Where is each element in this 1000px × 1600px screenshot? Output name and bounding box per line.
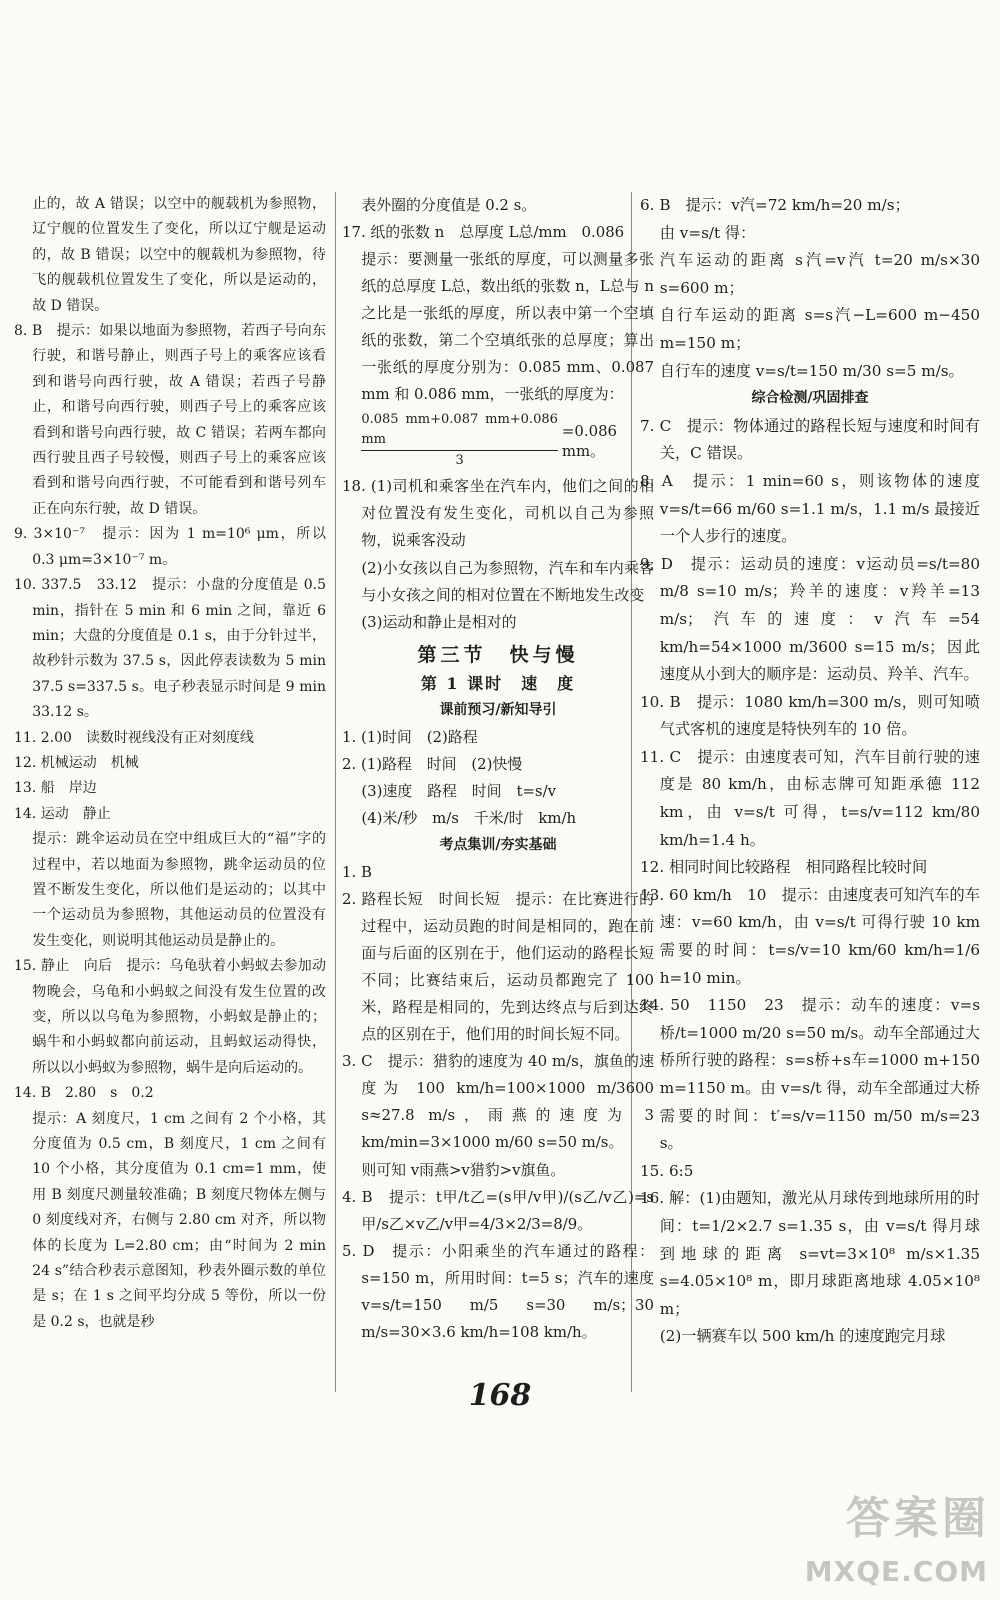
answer-14b: 14. B 2.80 s 0.2 bbox=[14, 1085, 154, 1102]
answer-11: 11. 2.00 读数时视线没有正对刻度线 bbox=[14, 729, 254, 746]
answer-9: 9. 3×10⁻⁷ 提示：因为 1 m=10⁶ μm，所以 0.3 μm=3×10⁻⁷ m。 bbox=[14, 526, 326, 568]
answer-17-fraction bbox=[342, 410, 654, 471]
watermark-text: 答案圈 bbox=[846, 1493, 990, 1544]
review-8: 8. A 提示：1 min=60 s，则该物体的速度 v=s/t=66 m/60 s=1.1 m/s，1.1 m/s 最接近一个人步行的速度。 bbox=[640, 471, 980, 546]
fraction-denominator: 3 bbox=[455, 453, 464, 469]
preview-2-3: (3)速度 路程 时间 t=s/v bbox=[361, 781, 556, 800]
page-number: 168 bbox=[468, 1378, 532, 1413]
answer-15: 15. 静止 向后 提示：乌龟驮着小蚂蚁去参加动物晚会，乌龟和小蚂蚁之间没有发生位置的改变，所以以乌龟为参照物，小蚂蚁是静止的；蜗牛和小蚂蚁都向前运动，且蚂蚁运动得快，所以以小蚂蚁为参照物，蜗牛是向后运动的。 bbox=[14, 958, 326, 1076]
basics-1: 1. B bbox=[342, 862, 372, 881]
answer-continuation: 止的，故 A 错误；以空中的舰载机为参照物，辽宁舰的位置发生了变化，所以辽宁舰是运动的，故 B 错误；以空中的舰载机为参照物，待飞的舰载机位置发生了变化，所以是运动的，故 D 错误。 bbox=[32, 196, 326, 314]
review-16-2: (2)一辆赛车以 500 km/h 的速度跑完月球 bbox=[659, 1327, 946, 1346]
answer-8: 8. B 提示：如果以地面为参照物，若西子号向东行驶，和谐号静止，则西子号上的乘客应该看到和谐号向西行驶，故 A 错误；若西子号静止，和谐号向西行驶，则西子号上的乘客应该看到和谐号向西行驶，故 C 错误；若两车都向西行驶且西子号较慢，则西子号上的乘客应该看到和谐号向西行驶，不可能看到和谐号列车正在向东行驶，故 D 错误。 bbox=[14, 323, 326, 517]
basics-3-compare: 则可知 v雨燕>v猎豹>v旗鱼。 bbox=[361, 1160, 566, 1179]
column-divider bbox=[335, 192, 336, 1392]
review-16: 16. 解：(1)由题知，激光从月球传到地球所用的时间：t=1/2×2.7 s=1.35 s，由 v=s/t 得月球到地球的距离 s=vt=3×10⁸ m/s×1.35 s=4.05×10⁸ m，即月球距离地球 4.05×10⁸ m； bbox=[640, 1189, 980, 1318]
basics-4: 4. B 提示：t甲/t乙=(s甲/v甲)/(s乙/v乙)=s甲/s乙×v乙/v甲=4/3×2/3=8/9。 bbox=[342, 1187, 654, 1233]
answer-6-b: 汽车运动的距离 s汽=v汽 t=20 m/s×30 s=600 m； bbox=[659, 251, 980, 297]
review-9: 9. D 提示：运动员的速度：v运动员=s/t=80 m/8 s=10 m/s；羚羊的速度：v羚羊=13 m/s；汽车的速度：v汽车=54 km/h=54×1000 m/3600 s=15 m/s；因此速度从小到大的顺序是：运动员、羚羊、汽车。 bbox=[640, 554, 980, 684]
preview-2: 2. (1)路程 时间 (2)快慢 bbox=[342, 754, 523, 773]
answer-column-1 bbox=[14, 192, 326, 1335]
answer-18-1: 18. (1)司机和乘客坐在汽车内，他们之间的相对位置没有发生变化，司机以自己为参照物，说乘客没动 bbox=[342, 477, 654, 550]
answer-18-2: (2)小女孩以自己为参照物，汽车和车内乘客与小女孩之间的相对位置在不断地发生改变 bbox=[361, 558, 654, 604]
answer-17-hint: 提示：要测量一张纸的厚度，可以测量多张纸的总厚度 L总，数出纸的张数 n，L总与 n 之比是一张纸的厚度，所以表中第一个空填纸的张数，第二个空填纸张的总厚度；算出一张纸的厚度分别为：0.085 mm、0.087 mm 和 0.086 mm，一张纸的厚度为： bbox=[361, 250, 654, 404]
section-title: 第三节 快与慢 bbox=[417, 643, 579, 666]
review-11: 11. C 提示：由速度表可知，汽车目前行驶的速度是 80 km/h，由标志牌可知距承德 112 km，由 v=s/t 可得，t=s/v=112 km/80 km/h=1.4 h。 bbox=[640, 747, 980, 849]
review-13: 13. 60 km/h 10 提示：由速度表可知汽车的车速：v=60 km/h，由 v=s/t 可得行驶 10 km 需要的时间：t=s/v=10 km/60 km/h=1/6 h=10 min。 bbox=[640, 885, 980, 987]
review-7: 7. C 提示：物体通过的路程长短与速度和时间有关，C 错误。 bbox=[640, 416, 980, 463]
preview-2-4: (4)米/秒 m/s 千米/时 km/h bbox=[361, 808, 577, 827]
subhead-review: 综合检测/巩固排查 bbox=[751, 390, 869, 407]
answer-17: 17. 纸的张数 n 总厚度 L总/mm 0.086 bbox=[342, 223, 625, 242]
basics-2: 2. 路程长短 时间长短 提示：在比赛进行的过程中，运动员跑的时间是相同的，跑在前面与后面的区别在于，他们运动的路程长短不同；比赛结束后，运动员都跑完了 100 米，路程是相同的，先到达终点与后到达终点的区别在于，他们用的时间长短不同。 bbox=[342, 890, 654, 1044]
answer-6-d: 自行车的速度 v=s/t=150 m/30 s=5 m/s。 bbox=[659, 361, 964, 380]
subhead-basics: 考点集训/夯实基础 bbox=[439, 836, 557, 853]
watermark-url: MXQE.COM bbox=[804, 1555, 988, 1588]
answer-18-3: (3)运动和静止是相对的 bbox=[361, 612, 517, 631]
subhead-preview: 课前预习/新知导引 bbox=[439, 701, 557, 718]
answer-6-a: 由 v=s/t 得： bbox=[659, 223, 756, 242]
review-15: 15. 6:5 bbox=[640, 1161, 694, 1180]
answer-column-3 bbox=[640, 192, 980, 1351]
fraction-numerator: 0.085 mm+0.087 mm+0.086 mm bbox=[361, 410, 558, 451]
answer-14-hint: 提示：跳伞运动员在空中组成巨大的“福”字的过程中，若以地面为参照物，跳伞运动员的位置不断发生变化，所以他们是运动的；以其中一个运动员为参照物，其他运动员的位置没有发生变化，则说明其他运动员是静止的。 bbox=[32, 831, 326, 949]
answer-10: 10. 337.5 33.12 提示：小盘的分度值是 0.5 min，指针在 5 min 和 6 min 之间，靠近 6 min；大盘的分度值是 0.1 s，由于分针过半，故秒针示数为 37.5 s，因此停表读数为 5 min 37.5 s=337.5 s。电子秒表显示时间是 9 min 33.12 s。 bbox=[14, 577, 326, 721]
answer-continuation: 表外圈的分度值是 0.2 s。 bbox=[361, 196, 537, 214]
review-12: 12. 相同时间比较路程 相同路程比较时间 bbox=[640, 858, 928, 877]
review-14: 14. 50 1150 23 提示：动车的速度：v=s桥/t=1000 m/20 s=50 m/s。动车全部通过大桥所行驶的路程：s=s桥+s车=1000 m+150 m=1150 m。由 v=s/t 得，动车全部通过大桥需要的时间：t′=s/v=1150 m/50 m/s=23 s。 bbox=[640, 996, 980, 1153]
preview-1: 1. (1)时间 (2)路程 bbox=[342, 727, 478, 746]
watermark-logo bbox=[785, 1482, 990, 1592]
fraction-result: =0.086 mm。 bbox=[561, 421, 618, 460]
answer-column-2 bbox=[342, 192, 654, 1346]
basics-3: 3. C 提示：猎豹的速度为 40 m/s，旗鱼的速度为 100 km/h=100×1000 m/3600 s≈27.8 m/s，雨燕的速度为 3 km/min=3×1000 m/60 s=50 m/s。 bbox=[342, 1052, 654, 1152]
answer-14: 14. 运动 静止 bbox=[14, 805, 111, 822]
answer-13: 13. 船 岸边 bbox=[14, 780, 97, 797]
basics-5: 5. D 提示：小阳乘坐的汽车通过的路程：s=150 m，所用时间：t=5 s；汽车的速度 v=s/t=150 m/5 s=30 m/s；30 m/s=30×3.6 km/h=108 km/h。 bbox=[342, 1241, 654, 1341]
answer-14b-hint: 提示：A 刻度尺，1 cm 之间有 2 个小格，其分度值为 0.5 cm，B 刻度尺，1 cm 之间有 10 个小格，其分度值为 0.1 cm=1 mm，使用 B 刻度尺测量较准确；B 刻度尺物体左侧与 0 刻度线对齐，右侧与 2.80 cm 对齐，所以物体的长度为 L=2.80 cm；由“时间为 2 min 24 s”结合秒表示意图知，秒表外圈示数的单位是 s；在 1 s 之间平均分成 5 等份，所以一份是 0.2 s，也就是秒 bbox=[32, 1110, 326, 1330]
lesson-title: 第 1 课时 速 度 bbox=[420, 673, 576, 693]
answer-6-c: 自行车运动的距离 s=s汽−L=600 m−450 m=150 m； bbox=[659, 306, 980, 352]
answer-6: 6. B 提示：v汽=72 km/h=20 m/s； bbox=[640, 196, 910, 214]
review-10: 10. B 提示：1080 km/h=300 m/s，则可知喷气式客机的速度是特快列车的 10 倍。 bbox=[640, 692, 980, 739]
answer-12: 12. 机械运动 机械 bbox=[14, 754, 139, 771]
